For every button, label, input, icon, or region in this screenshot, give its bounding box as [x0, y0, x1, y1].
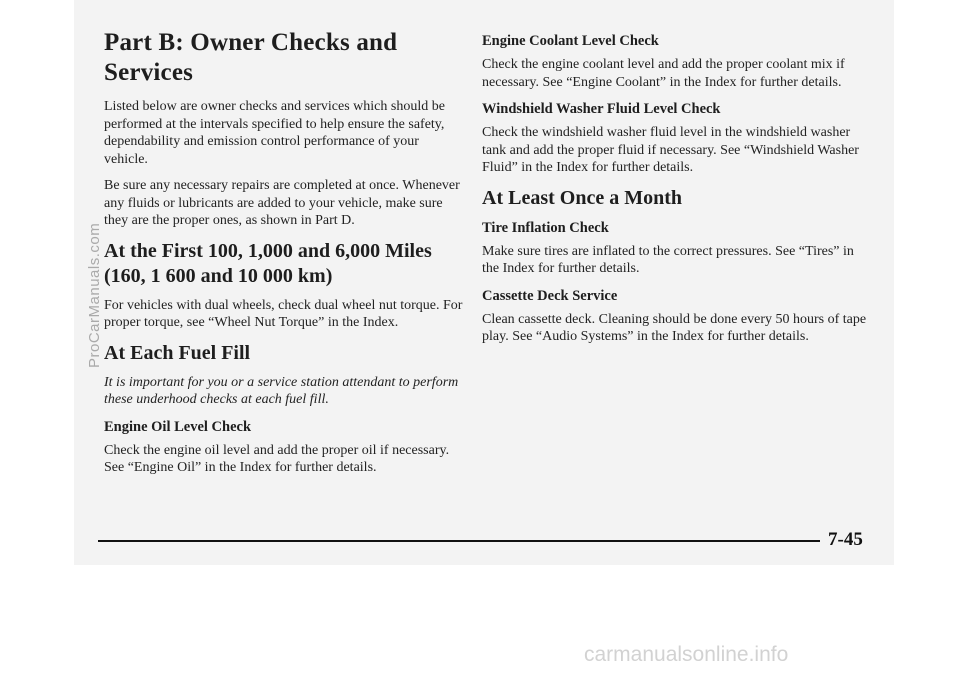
cassette-service-heading: Cassette Deck Service [482, 287, 618, 304]
mileage-section-text: For vehicles with dual wheels, check dual wheel nut torque. For proper torque, see “Wheel Nut Torque” in the Index. [104, 297, 463, 330]
left-column [104, 28, 464, 486]
coolant-check-heading: Engine Coolant Level Check [482, 33, 659, 49]
intro-paragraph-1: Listed below are owner checks and services which should be performed at the intervals specified to help ensure the safety, dependability and emission control performance of your vehicle. [104, 99, 445, 167]
intro-paragraph-2: Be sure any necessary repairs are completed at once. Whenever any fluids or lubricants are added to your vehicle, make sure they are the proper ones, as shown in Part D. [104, 178, 460, 228]
part-title: Part B: Owner Checks and Services [104, 29, 398, 86]
coolant-check-text: Check the engine coolant level and add the proper coolant mix if necessary. See “Engine Coolant” in the Index for further details. [482, 57, 845, 90]
tire-check-heading: Tire Inflation Check [482, 219, 609, 236]
page-number: 7-45 [828, 529, 863, 550]
side-watermark: ProCarManuals.com [86, 222, 103, 368]
footer-rule [98, 540, 820, 542]
bottom-watermark: carmanualsonline.info [584, 643, 789, 666]
washer-check-text: Check the windshield washer fluid level in the windshield washer tank and add the proper fluid if necessary. See “Windshield Washer Fluid” in the Index for further details. [482, 125, 859, 175]
right-column [482, 28, 872, 355]
oil-check-text: Check the engine oil level and add the proper oil if necessary. See “Engine Oil” in the Index for further details. [104, 442, 450, 475]
oil-check-heading: Engine Oil Level Check [104, 418, 252, 435]
tire-check-text: Make sure tires are inflated to the correct pressures. See “Tires” in the Index for further details. [482, 243, 854, 276]
fuel-fill-note: It is important for you or a service station attendant to perform these underhood checks at each fuel fill. [104, 374, 459, 407]
washer-check-heading: Windshield Washer Fluid Level Check [482, 101, 721, 117]
monthly-section-heading: At Least Once a Month [482, 186, 682, 209]
mileage-section-heading: At the First 100, 1,000 and 6,000 Miles (160, 1 600 and 10 000 km) [104, 239, 432, 287]
cassette-service-text: Clean cassette deck. Cleaning should be done every 50 hours of tape play. See “Audio Systems” in the Index for further details. [482, 311, 867, 344]
fuel-fill-heading: At Each Fuel Fill [104, 341, 251, 364]
